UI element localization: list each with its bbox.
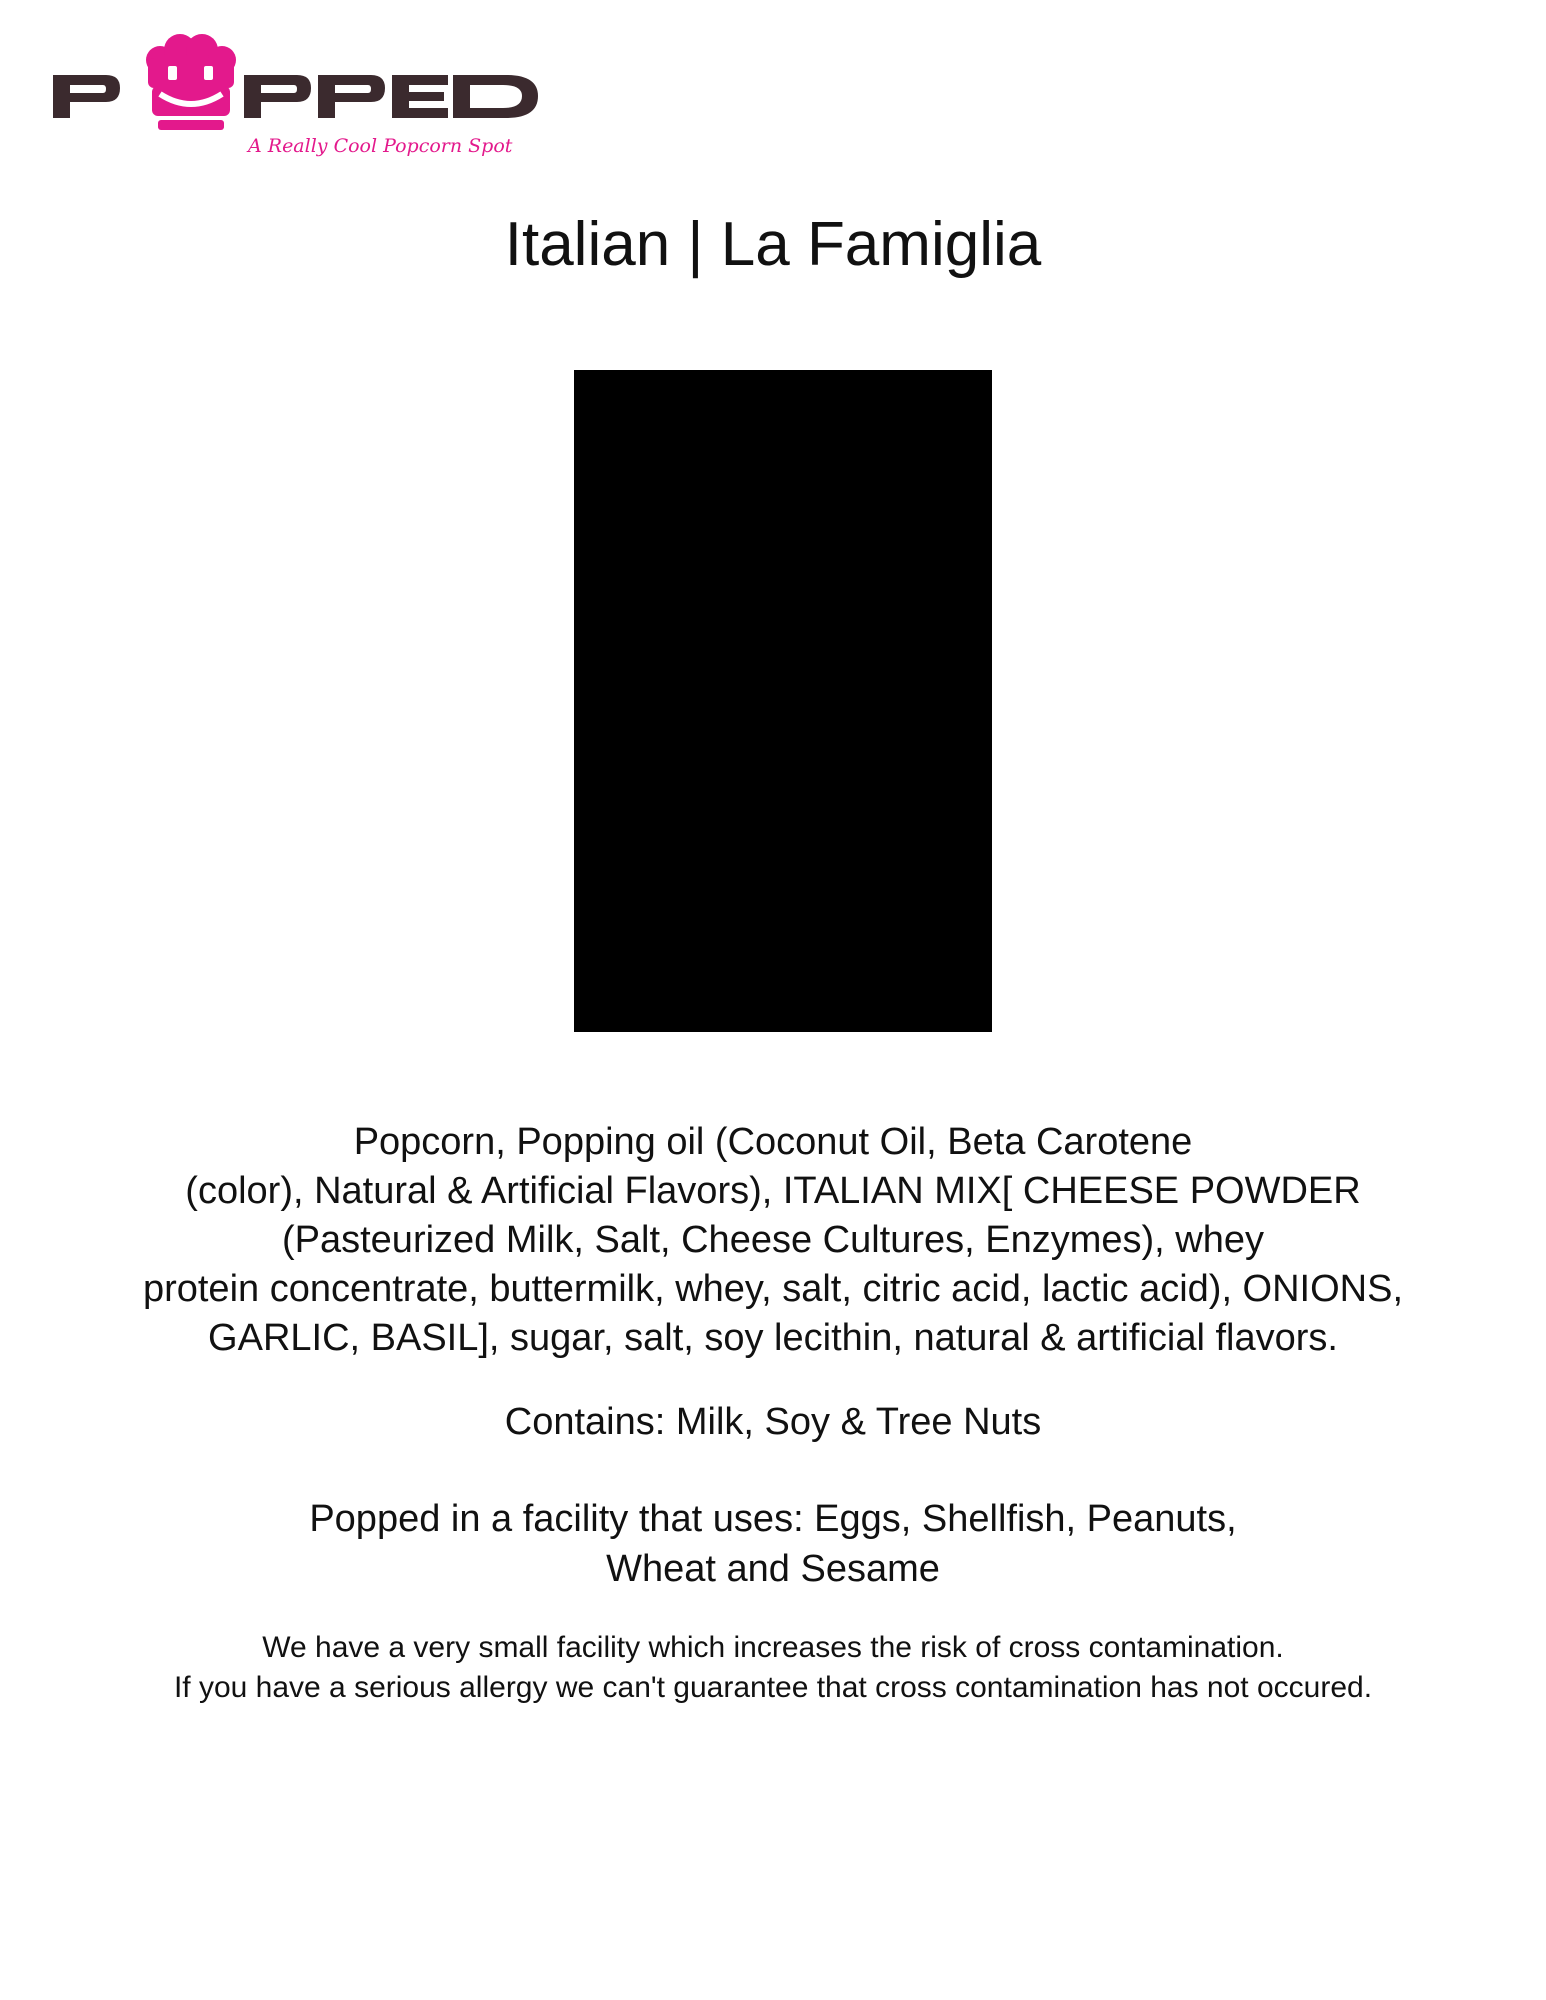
ingredients-line: (color), Natural & Artificial Flavors), ITALIAN MIX[ CHEESE POWDER bbox=[185, 1170, 1361, 1212]
ingredients-line: protein concentrate, buttermilk, whey, salt, citric acid, lactic acid), ONIONS, bbox=[142, 1268, 1404, 1310]
ingredients-line: (Pasteurized Milk, Salt, Cheese Cultures, Enzymes), whey bbox=[281, 1219, 1265, 1261]
disclaimer-line: We have a very small facility which increases the risk of cross contamination. bbox=[262, 1631, 1284, 1664]
ingredients-text bbox=[60, 1118, 1486, 1363]
page-title: Italian | La Famiglia bbox=[504, 210, 1042, 279]
product-image bbox=[574, 370, 992, 1032]
chef-hat-logo-icon bbox=[48, 30, 548, 165]
facility-line: Wheat and Sesame bbox=[606, 1548, 940, 1590]
disclaimer-line: If you have a serious allergy we can't guarantee that cross contamination has not occured. bbox=[173, 1671, 1373, 1704]
popped-logo bbox=[48, 30, 548, 165]
logo-tagline: A Really Cool Popcorn Spot bbox=[248, 135, 513, 157]
allergen-contains: Contains: Milk, Soy & Tree Nuts bbox=[504, 1401, 1042, 1443]
facility-allergens bbox=[0, 1494, 1546, 1594]
facility-line: Popped in a facility that uses: Eggs, Shellfish, Peanuts, bbox=[309, 1498, 1237, 1540]
ingredients-line: GARLIC, BASIL], sugar, salt, soy lecithin, natural & artificial flavors. bbox=[208, 1317, 1338, 1359]
cross-contamination-disclaimer bbox=[0, 1628, 1546, 1708]
ingredients-line: Popcorn, Popping oil (Coconut Oil, Beta Carotene bbox=[353, 1121, 1193, 1163]
